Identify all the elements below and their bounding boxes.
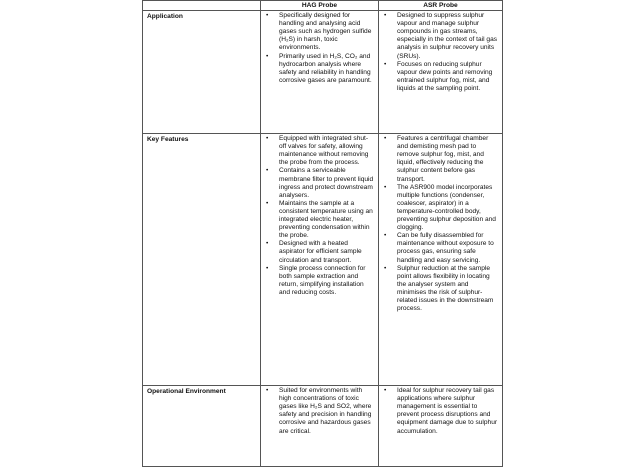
header-empty [143, 1, 261, 11]
asr-cell [379, 134, 503, 386]
list-item: • Suited for environments with high concentrations of toxic gases like H₂S and SO2, where safety and precision in handling corrosive and hazardous gases are critical. [265, 387, 374, 436]
list-item: • The ASR900 model incorporates multiple functions (condenser, coalescer, aspirator) in a temperature-controlled body, preventing sulphur deposition and clogging. [383, 184, 498, 233]
bullet-list [265, 11, 374, 85]
list-item: • Can be fully disassembled for maintenance without exposure to process gas, ensuring safe handling and easy servicing. [383, 232, 498, 264]
row-application [143, 11, 503, 134]
bullet-list [265, 386, 374, 436]
row-label: Application [143, 11, 261, 134]
list-item: • Primarily used in H₂S, CO₂ and hydrocarbon analysis where safety and reliability in handling corrosive gases are paramount. [265, 53, 374, 85]
bullet-list [265, 134, 374, 297]
header-row [143, 1, 503, 11]
list-item: • Single process connection for both sample extraction and return, simplifying installation and reducing costs. [265, 265, 374, 297]
comparison-table-container [142, 0, 502, 467]
bullet-list [383, 11, 498, 93]
list-item: • Designed with a heated aspirator for efficient sample circulation and transport. [265, 240, 374, 264]
row-label: Key Features [143, 134, 261, 386]
list-item: • Equipped with integrated shut-off valves for safety, allowing maintenance without removing the probe from the process. [265, 135, 374, 167]
row-label: Operational Environment [143, 386, 261, 467]
list-item: • Specifically designed for handling and analysing acid gases such as hydrogen sulfide (H₂S) in harsh, toxic environments. [265, 12, 374, 52]
header-asr-probe: ASR Probe [379, 1, 503, 11]
bullet-list [383, 134, 498, 313]
row-operational-environment [143, 386, 503, 467]
row-key-features [143, 134, 503, 386]
list-item: • Sulphur reduction at the sample point allows flexibility in locating the analyser system and minimises the risk of sulphur-related issues in the downstream process. [383, 265, 498, 314]
list-item: • Focuses on reducing sulphur vapour dew points and removing entrained sulphur fog, mist, and liquids at the sampling point. [383, 61, 498, 93]
asr-cell [379, 386, 503, 467]
header-hag-probe: HAG Probe [261, 1, 379, 11]
list-item: • Features a centrifugal chamber and demisting mesh pad to remove sulphur fog, mist, and liquid, effectively reducing the sulphur content before gas transport. [383, 135, 498, 184]
list-item: • Designed to suppress sulphur vapour and manage sulphur compounds in gas streams, especially in the context of tail gas analysis in sulphur recovery units (SRUs). [383, 12, 498, 61]
comparison-table [142, 0, 503, 467]
bullet-list [383, 386, 498, 436]
hag-cell [261, 11, 379, 134]
list-item: • Contains a serviceable membrane filter to prevent liquid ingress and protect downstream analysers. [265, 167, 374, 199]
hag-cell [261, 134, 379, 386]
list-item: • Maintains the sample at a consistent temperature using an integrated electric heater, preventing condensation within the probe. [265, 200, 374, 240]
hag-cell [261, 386, 379, 467]
asr-cell [379, 11, 503, 134]
list-item: • Ideal for sulphur recovery tail gas applications where sulphur management is essential to prevent process disruptions and equipment damage due to sulphur accumulation. [383, 387, 498, 436]
